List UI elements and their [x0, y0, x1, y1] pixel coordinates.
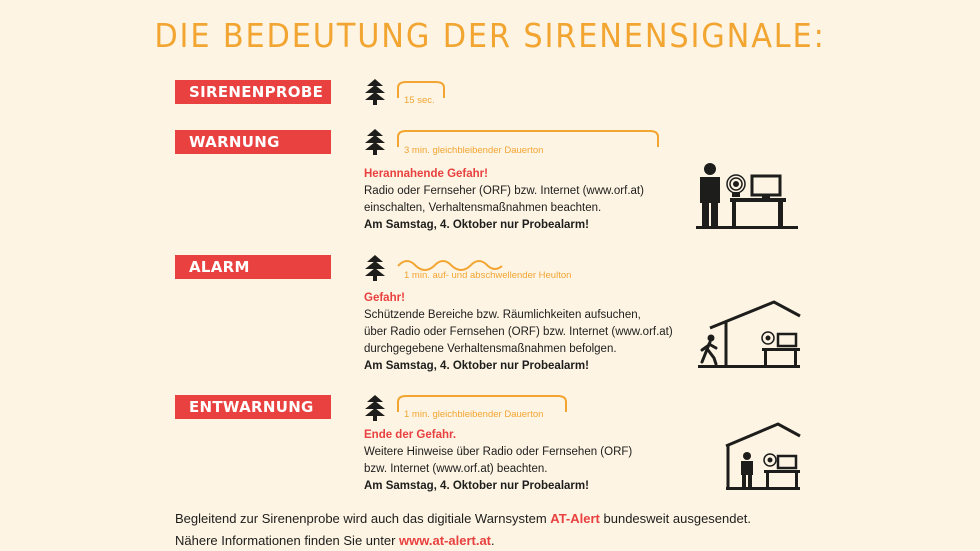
footer-text: . — [491, 533, 495, 548]
text-block-entwarnung — [364, 427, 632, 495]
footer-line-1 — [175, 511, 751, 526]
at-alert-link[interactable]: www.at-alert.at — [399, 533, 492, 548]
headline-warnung: Herannahende Gefahr! — [364, 168, 488, 180]
siren-icon — [364, 254, 386, 282]
duration-alarm: 1 min. auf- und abschwellender Heulton — [404, 270, 572, 281]
footer-text: Nähere Informationen finden Sie unter — [175, 533, 400, 548]
at-alert-label: AT-Alert — [550, 511, 600, 526]
siren-icon — [364, 78, 386, 106]
footer-text: bundesweit ausgesendet. — [599, 511, 751, 526]
person-entering-house-icon — [696, 298, 802, 370]
line: bzw. Internet (www.orf.at) beachten. — [364, 463, 548, 475]
duration-entwarnung: 1 min. gleichbleibender Dauerton — [404, 409, 544, 420]
line: Weitere Hinweise über Radio oder Fernsehen (ORF) — [364, 446, 633, 458]
text-block-alarm — [364, 290, 673, 375]
line: durchgegebene Verhaltensmaßnahmen befolgen. — [364, 343, 617, 355]
label-alarm: ALARM — [175, 255, 331, 279]
note-alarm: Am Samstag, 4. Oktober nur Probealarm! — [364, 360, 589, 372]
duration-warnung: 3 min. gleichbleibender Dauerton — [404, 145, 544, 156]
footer-text: Begleitend zur Sirenenprobe wird auch das digitiale Warnsystem — [175, 511, 551, 526]
text-block-warnung — [364, 166, 644, 234]
page-title: DIE BEDEUTUNG DER SIRENENSIGNALE: — [154, 16, 826, 55]
label-sirenenprobe: SIRENENPROBE — [175, 80, 331, 104]
note-entwarnung: Am Samstag, 4. Oktober nur Probealarm! — [364, 480, 589, 492]
duration-sirenenprobe: 15 sec. — [404, 95, 435, 106]
siren-icon — [364, 394, 386, 422]
siren-icon — [364, 128, 386, 156]
line: Schützende Bereiche bzw. Räumlichkeiten aufsuchen, — [364, 309, 641, 321]
line: über Radio oder Fernsehen (ORF) bzw. Internet (www.orf.at) — [364, 326, 673, 338]
headline-alarm: Gefahr! — [364, 292, 405, 304]
label-warnung: WARNUNG — [175, 130, 331, 154]
note-warnung: Am Samstag, 4. Oktober nur Probealarm! — [364, 219, 589, 231]
person-in-house-icon — [724, 420, 802, 492]
label-entwarnung: ENTWARNUNG — [175, 395, 331, 419]
headline-entwarnung: Ende der Gefahr. — [364, 429, 457, 441]
footer-line-2 — [175, 533, 495, 548]
person-radio-tv-icon — [694, 160, 800, 230]
line: einschalten, Verhaltensmaßnahmen beachten. — [364, 202, 602, 214]
line: Radio oder Fernseher (ORF) bzw. Internet (www.orf.at) — [364, 185, 644, 197]
